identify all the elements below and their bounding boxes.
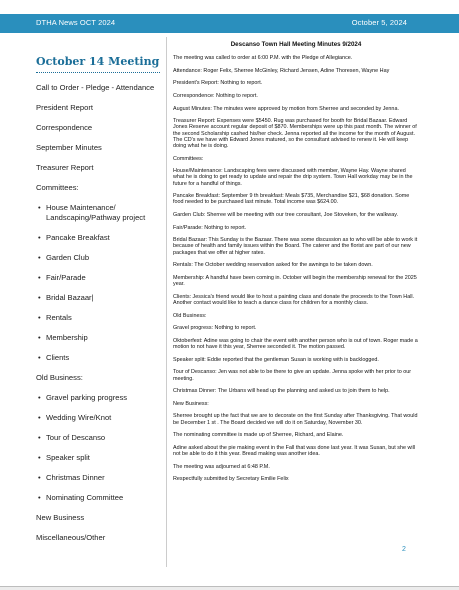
- minutes-paragraph: Tour of Descanso: Jen was not able to be there to give an update. Jenna spoke with her prior to our meeting.: [173, 369, 412, 382]
- column-divider: [166, 37, 167, 567]
- minutes-paragraph: House/Maintenance: Landscaping fees were discussed with member, Wayne Hay. Wayne shared what he is doing to get ready to update and repair the drip system. Town Hall workday may be in the future for a handful of things.: [173, 168, 413, 187]
- minutes-paragraph: August Minutes: The minutes were approved by motion from Sherree and seconded by Jenna.: [173, 105, 399, 112]
- minutes-paragraph: President's Report: Nothing to report.: [173, 80, 263, 87]
- bullet-icon: •: [38, 353, 41, 362]
- agenda-subitem-label: Nominating Committee: [46, 493, 124, 502]
- agenda-list: [36, 83, 160, 543]
- agenda-item: Correspondence: [36, 123, 93, 132]
- bullet-icon: •: [38, 313, 41, 322]
- bullet-icon: •: [38, 473, 41, 482]
- minutes-paragraph: The nominating committee is made up of Sherree, Richard, and Elaine.: [173, 432, 344, 439]
- agenda-subitem-label: Tour of Descanso: [46, 433, 106, 442]
- minutes-paragraph: Bridal Bazaar: This Sunday is the Bazaar. There was some discussion as to who will be able to work it because of health and family issues within the Board. The caterer and the florist are part of our new packages that we offer at higher rates.: [173, 237, 418, 256]
- agenda-subitem: [38, 353, 160, 363]
- minutes-paragraph: Speaker split: Eddie reported that the gentleman Susan is working with is backlogged.: [173, 356, 379, 363]
- agenda-item: Old Business:: [36, 373, 83, 382]
- agenda-subitem-label: House Maintenance/ Landscaping/Pathway project: [46, 203, 146, 222]
- minutes-paragraph: Membership: A handful have been coming in. October will begin the membership renewal for the 2025 year.: [173, 274, 417, 288]
- bullet-icon: •: [38, 333, 41, 342]
- minutes-paragraph: Pancake Breakfast: September 9 th breakfast: Meals $735, Merchandise $21, $68 donation. Some food needed to be purchased last minute. Total income was $624.00.: [173, 193, 410, 206]
- agenda-item: President Report: [36, 103, 93, 112]
- minutes-paragraph: Rentals: The October wedding reservation asked for the awnings to be taken down.: [173, 262, 373, 269]
- bullet-icon: •: [38, 413, 41, 422]
- agenda-subitem: [38, 253, 160, 263]
- agenda-subitem-label: Wedding Wire/Knot: [46, 413, 112, 422]
- minutes-paragraph: Christmas Dinner: The Urbans will head up the planning and asked us to join them to help.: [173, 388, 390, 395]
- page-number: 2: [402, 546, 406, 553]
- agenda-subitem: [38, 413, 160, 423]
- minutes-paragraph: Garden Club: Sherree will be meeting with our tree consultant, Joe Stoveken, for the walkway.: [173, 212, 399, 218]
- agenda-subitem-label: Speaker split: [46, 453, 90, 462]
- agenda-subitem-label: Membership: [46, 333, 88, 342]
- minutes-paragraph: Clients: Jessica's friend would like to host a painting class and donate the proceeds to the Town Hall. Another contact would like to teach a dance class for children for a monthly class.: [173, 293, 415, 306]
- bullet-icon: •: [38, 493, 41, 502]
- agenda-item: Miscellaneous/Other: [36, 533, 106, 542]
- agenda-subitem-label: Gravel parking progress: [46, 393, 128, 402]
- page-bottom-edge: [0, 586, 459, 587]
- newsletter-title: DTHA News OCT 2024: [36, 18, 116, 27]
- minutes-paragraph: Old Business:: [173, 312, 207, 319]
- agenda-subitem: [38, 233, 160, 243]
- agenda-item: September Minutes: [36, 143, 102, 152]
- agenda-subitem: [38, 493, 160, 503]
- agenda-subitem-label: Clients: [46, 353, 70, 362]
- bullet-icon: •: [38, 293, 41, 302]
- agenda-subitem: [38, 293, 160, 303]
- agenda-subitem-label: Fair/Parade: [46, 273, 86, 282]
- bullet-icon: •: [38, 273, 41, 282]
- minutes-paragraph: Oktoberfest: Adine was going to chair the event with another person who is out of town. Roger made a motion to not have it this year, Sherree seconded it. The motion passed.: [173, 337, 418, 351]
- agenda-item: Treasurer Report: [36, 163, 94, 172]
- minutes-paragraph: Correspondence: Nothing to report.: [173, 92, 258, 99]
- minutes-paragraph: Respectfully submitted by Secretary Emilie Felix: [173, 476, 289, 483]
- agenda-subitem: [38, 433, 160, 443]
- agenda-subitem-label: Rentals: [46, 313, 72, 322]
- minutes-column: [173, 37, 419, 489]
- minutes-paragraph: Attendance: Roger Felix, Sherree McGinley, Richard Jensen, Adine Thoresen, Wayne Hay: [173, 67, 390, 74]
- minutes-paragraph: The meeting was called to order at 6:00 P.M. with the Pledge of Allegiance.: [173, 55, 353, 61]
- minutes-paragraph: New Business:: [173, 400, 209, 407]
- bullet-icon: •: [38, 233, 41, 242]
- agenda-subitem: [38, 453, 160, 463]
- minutes-title: Descanso Town Hall Meeting Minutes 9/2024: [230, 41, 362, 48]
- agenda-subitem-label: Bridal Bazaar|: [46, 293, 94, 302]
- minutes-body: [173, 55, 419, 483]
- header-bar: [0, 14, 459, 33]
- agenda-subitem: [38, 473, 160, 483]
- bullet-icon: •: [38, 203, 41, 212]
- bullet-icon: •: [38, 253, 41, 262]
- agenda-item: Call to Order - Pledge - Attendance: [36, 83, 155, 92]
- minutes-paragraph: Gravel progress: Nothing to report.: [173, 325, 257, 332]
- agenda-subitem: [38, 313, 160, 323]
- agenda-subitem: [38, 273, 160, 283]
- agenda-title: October 14 Meeting: [36, 55, 160, 73]
- minutes-paragraph: Treasurer Report: Expenses were $5450. Rug was purchased for booth for Bridal Bazaar. Edward Jones Reserve account regular deposit of $870. Memberships were up this past month. The winner of the second Scholarship cashed his/her check. Jenna reported all the income for the month of August. The CD's we have with Edward Jones matured, so the consultant advised to renew it. He will keep doing what he is doing.: [173, 118, 417, 149]
- agenda-subitem-label: Garden Club: [46, 253, 90, 262]
- agenda-item: Committees:: [36, 183, 79, 192]
- agenda-subitem: [38, 333, 160, 343]
- agenda-subitem: [38, 203, 160, 223]
- agenda-item: New Business: [36, 513, 85, 522]
- agenda-subitem: [38, 393, 160, 403]
- minutes-paragraph: The meeting was adjourned at 6:48 P.M.: [173, 463, 270, 470]
- bullet-icon: •: [38, 453, 41, 462]
- bullet-icon: •: [38, 433, 41, 442]
- newsletter-date: October 5, 2024: [351, 18, 407, 27]
- agenda-subitem-label: Pancake Breakfast: [46, 233, 110, 242]
- bullet-icon: •: [38, 393, 41, 402]
- minutes-paragraph: Adine asked about the pie making event in the Fall that was done last year. It was Susan, but she will not be able to do it this year. Bread making was another idea.: [173, 444, 416, 458]
- agenda-sidebar: [36, 50, 160, 543]
- minutes-paragraph: Sherree brought up the fact that we are to decorate on the first Sunday after Thanksgiving. That would be December 1 st . The Board decided we will do it on Saturday, November 30.: [173, 413, 418, 426]
- minutes-paragraph: Fair/Parade: Nothing to report.: [173, 224, 247, 231]
- agenda-subitem-label: Christmas Dinner: [46, 473, 105, 482]
- minutes-paragraph: Committees:: [173, 155, 204, 162]
